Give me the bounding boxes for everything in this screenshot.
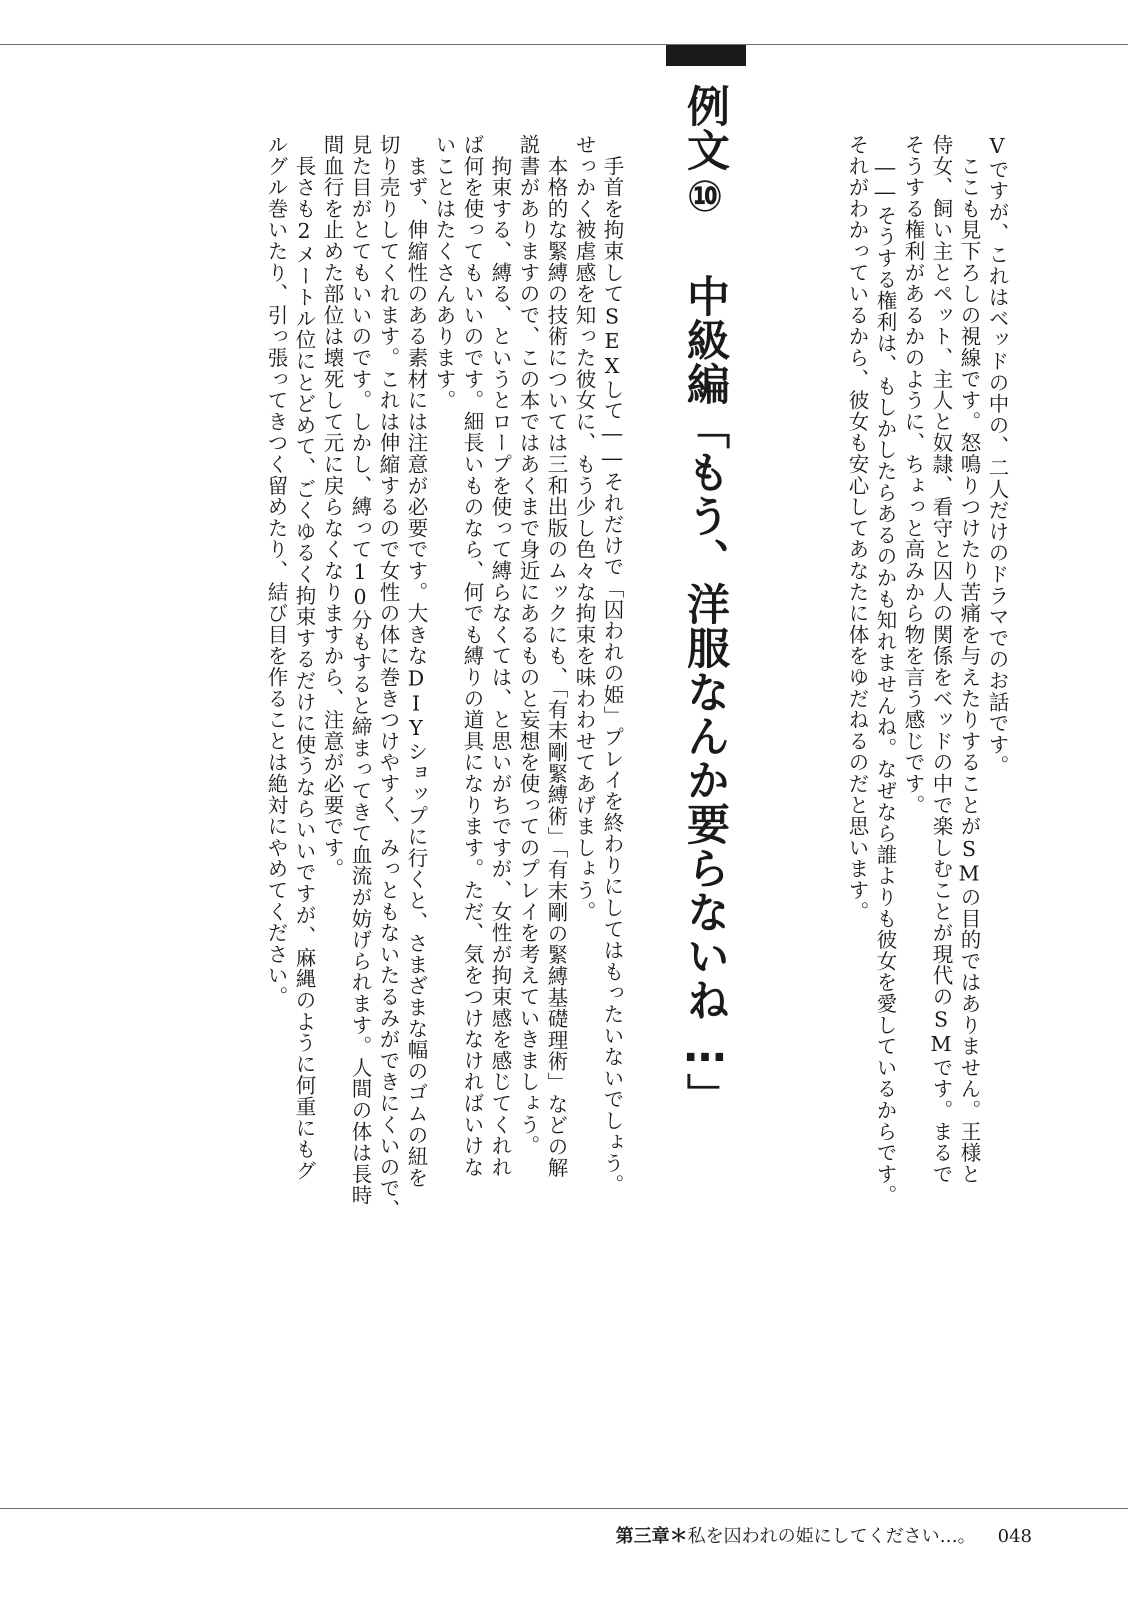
text-column: 間血行を止めた部位は壊死して元に戻らなくなりますから、注意が必要です。 [320,134,344,880]
text-column: それがわかっているから、彼女も安心してあなたに体をゆだねるのだと思います。 [845,134,869,923]
chapter-label: 第三章＊ [615,1526,688,1547]
text-column: まず、伸縮性のある素材には注意が必要です。大きなDIYショップに行くと、さまざまな幅のゴムの紐を [404,134,428,1189]
text-column: 見た目がとてもいいのです。しかし、縛って10分もすると締まってきて血流が妨げられます。人間の体は長時 [348,134,372,1206]
text-column: 切り売りしてくれます。これは伸縮するので女性の体に巻きつけやすく、みっともないたるみができにくいので、 [376,134,400,1221]
heading-bar [666,45,746,66]
text-column: 本格的な緊縛の技術については三和出版のムックにも、「有末剛緊縛術」「有末剛の緊縛基礎理術」などの解 [544,134,568,1179]
chapter-title: 私を囚われの姫にしてください…。 [687,1526,976,1547]
text-column: 拘束する、縛る、というとロープを使って縛らなくては、と思いがちですが、女性が拘束感を感じてくれれ [488,134,512,1178]
text-column: 手首を拘束してSEXして――それだけで「囚われの姫」プレイを終わりにしてはもったいないでしょう。 [600,134,624,1196]
bottom-rule [0,1508,1128,1509]
text-column: ば何を使ってもいいのです。細長いものなら、何でも縛りの道具になります。ただ、気をつけなければいけな [460,134,484,1178]
page-footer [616,1522,1032,1548]
text-column: 長さも2メートル位にとどめて、ごくゆるく拘束するだけに使うならいいですが、麻縄のように何重にもグ [292,134,316,1182]
text-column: 説書がありますので、この本ではあくまで身近にあるものと妄想を使ってのプレイを考えていきましょう。 [516,134,540,1157]
page-number: 048 [997,1526,1032,1547]
text-column: Vですが、これはベッドの中の、二人だけのドラマでのお話です。 [985,134,1009,777]
text-column: いことはたくさんあります。 [432,134,456,411]
text-column: せっかく被虐感を知った彼女に、もう少し色々な拘束を味わわせてあげましょう。 [572,134,596,923]
text-column: 侍女、飼い主とペット、主人と奴隷、看守と囚人の関係をベッドの中で楽しむことが現代のSMです。まるで [929,134,953,1185]
top-rule [0,44,1128,45]
text-column: ルグル巻いたり、引っ張ってきつく留めたり、結び目を作ることは絶対にやめてください。 [264,134,288,1008]
section-heading: 例文⑩ 中級編「もう、洋服なんか要らないね…」 [680,84,730,1117]
text-column: ――そうする権利は、もしかしたらあるのかも知れませんね。なぜなら誰よりも彼女を愛しているからです。 [873,134,897,1206]
text-column: そうする権利があるかのように、ちょっと高みから物を言う感じです。 [901,134,925,816]
text-column: ここも見下ろしの視線です。怒鳴りつけたり苦痛を与えたりすることがSMの目的ではありません。王様と [957,134,981,1185]
